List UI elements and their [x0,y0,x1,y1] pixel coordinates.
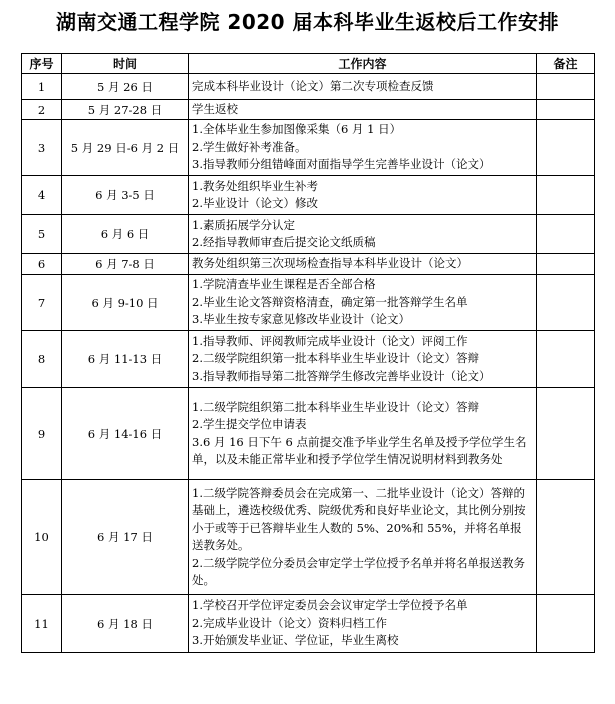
table-row [22,254,595,275]
content-line: 2.二级学院组织第一批本科毕业生毕业设计（论文）答辩 [192,351,479,366]
content-line: 3.6 月 16 日下午 6 点前提交准予毕业学生名单及授予学位学生名单，以及未能正常毕业和授予学位学生情况说明材料到教务处 [192,434,527,466]
row-remarks [537,176,595,215]
table-row [22,275,595,331]
content-line: 1.素质拓展学分认定 [192,217,295,232]
row-time: 6 月 9-10 日 [62,275,189,331]
table-row [22,74,595,100]
content-line: 2.经指导教师审查后提交论文纸质稿 [192,235,376,249]
table-row [22,176,595,215]
content-line: 1.指导教师、评阅教师完成毕业设计（论文）评阅工作 [192,333,468,348]
row-number: 9 [22,388,62,480]
header-remarks: 备注 [537,54,595,74]
row-number: 7 [22,275,62,331]
row-number: 11 [22,595,62,653]
row-time: 6 月 6 日 [62,215,189,254]
row-time: 6 月 17 日 [62,480,189,595]
row-time: 6 月 7-8 日 [62,254,189,275]
row-content [189,215,537,254]
row-content [189,176,537,215]
content-line: 2.完成毕业设计（论文）资料归档工作 [192,615,387,630]
table-body [22,74,595,653]
content-line: 1.教务处组织毕业生补考 [192,178,318,193]
content-line: 1.二级学院组织第二批本科毕业生毕业设计（论文）答辩 [192,399,479,414]
table-header-row [22,54,595,74]
row-number: 5 [22,215,62,254]
row-remarks [537,100,595,120]
schedule-table [21,53,595,653]
content-line: 1.全体毕业生参加图像采集（6 月 1 日） [192,122,402,137]
content-line: 2.学生提交学位申请表 [192,417,307,431]
content-line: 3.指导教师指导第二批答辩学生修改完善毕业设计（论文） [192,368,491,383]
row-number: 1 [22,74,62,100]
content-line: 2.毕业设计（论文）修改 [192,196,318,210]
content-line: 1.学院清查毕业生课程是否全部合格 [192,277,376,292]
row-content [189,331,537,388]
content-line: 3.指导教师分组错峰面对面指导学生完善毕业设计（论文） [192,157,491,172]
header-content: 工作内容 [189,54,537,74]
row-remarks [537,120,595,176]
row-content [189,275,537,331]
header-number: 序号 [22,54,62,74]
row-time: 6 月 18 日 [62,595,189,653]
content-line: 2.学生做好补考准备。 [192,139,307,154]
content-line: 3.毕业生按专家意见修改毕业设计（论文） [192,312,410,327]
row-time: 6 月 14-16 日 [62,388,189,480]
row-content [189,100,537,120]
row-remarks [537,275,595,331]
row-content [189,120,537,176]
row-time: 6 月 3-5 日 [62,176,189,215]
content-line: 教务处组织第三次现场检查指导本科毕业设计（论文） [192,256,468,271]
content-line: 完成本科毕业设计（论文）第二次专项检查反馈 [192,78,434,93]
row-number: 4 [22,176,62,215]
row-remarks [537,480,595,595]
content-line: 1.学校召开学位评定委员会会议审定学士学位授予名单 [192,598,468,613]
row-content [189,254,537,275]
row-content [189,388,537,480]
row-remarks [537,215,595,254]
content-line: 1.二级学院答辩委员会在完成第一、二批毕业设计（论文）答辩的基础上，遴选校级优秀、院级优秀和良好毕业论文，其比例分别按小于或等于已答辩毕业生人数的 5%、20%和 55%，并将名单报送教务处。 [192,485,526,552]
row-content [189,480,537,595]
table-row [22,595,595,653]
row-time: 5 月 27-28 日 [62,100,189,120]
table-row [22,331,595,388]
row-time: 5 月 26 日 [62,74,189,100]
table-row [22,120,595,176]
table-row [22,100,595,120]
row-content [189,595,537,653]
row-time: 5 月 29 日-6 月 2 日 [62,120,189,176]
row-remarks [537,331,595,388]
page-title: 湖南交通工程学院 2020 届本科毕业生返校后工作安排 [55,10,560,34]
row-time: 6 月 11-13 日 [62,331,189,388]
table-row [22,480,595,595]
row-remarks [537,254,595,275]
row-remarks [537,74,595,100]
header-time: 时间 [62,54,189,74]
row-number: 8 [22,331,62,388]
content-line: 2.毕业生论文答辩资格清查，确定第一批答辩学生名单 [192,294,468,309]
row-number: 3 [22,120,62,176]
row-number: 10 [22,480,62,595]
content-line: 2.二级学院学位分委员会审定学士学位授予名单并将名单报送教务处。 [192,555,525,587]
content-line: 3.开始颁发毕业证、学位证，毕业生离校 [192,633,399,648]
table-row [22,388,595,480]
row-content [189,74,537,100]
row-number: 6 [22,254,62,275]
table-row [22,215,595,254]
row-remarks [537,388,595,480]
content-line: 学生返校 [192,101,238,116]
row-remarks [537,595,595,653]
row-number: 2 [22,100,62,120]
